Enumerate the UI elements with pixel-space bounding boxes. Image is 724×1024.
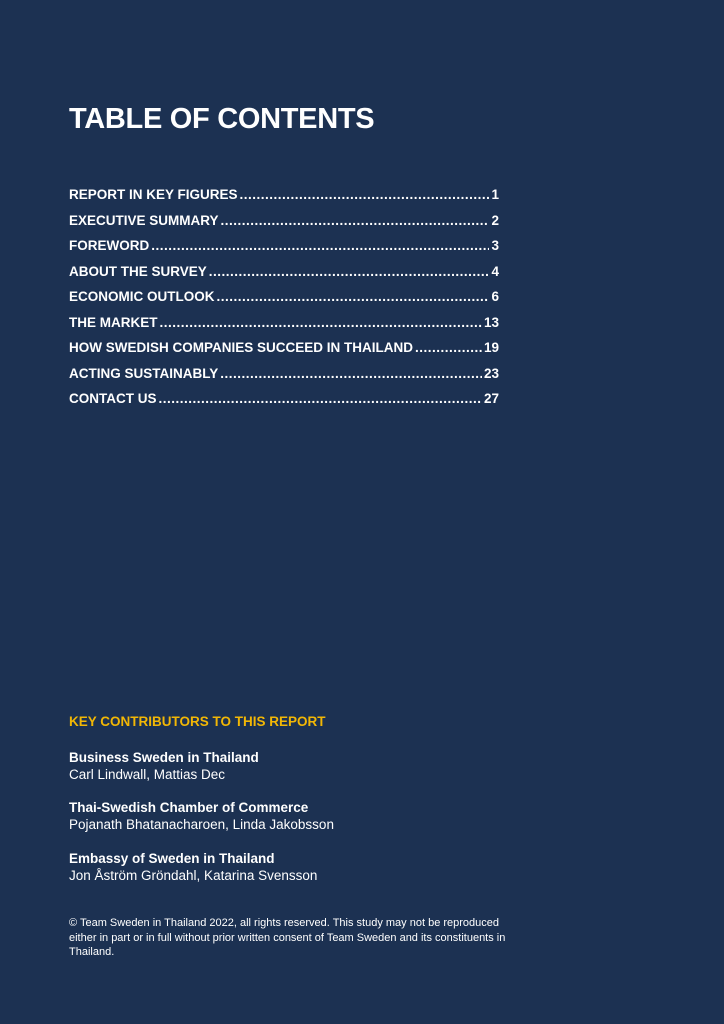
toc-item-economic-outlook[interactable]: [69, 289, 499, 315]
toc-item-label: CONTACT US: [69, 391, 157, 406]
toc-item-the-market[interactable]: [69, 315, 499, 341]
toc-leader-dots: [221, 213, 490, 228]
contributor-names: Pojanath Bhatanacharoen, Linda Jakobsson: [69, 817, 334, 832]
copyright-notice: © Team Sweden in Thailand 2022, all rights reserved. This study may not be reproduced either in part or in full without prior written consent of Team Sweden and its constituents in Thailand.: [69, 917, 506, 958]
toc-item-page: 2: [491, 212, 499, 228]
toc-item-label: ACTING SUSTAINABLY: [69, 365, 219, 381]
toc-leader-dots: [159, 391, 482, 406]
toc-item-page: 23: [483, 365, 499, 381]
toc-leader-dots: [160, 315, 482, 330]
contributor-org: Business Sweden in Thailand: [69, 750, 259, 765]
toc-item-label: ABOUT THE SURVEY: [69, 263, 207, 279]
toc-item-page: 6: [491, 289, 499, 304]
toc-item-page: 4: [491, 263, 499, 279]
toc-item-label: REPORT IN KEY FIGURES: [69, 187, 238, 202]
toc-item-label: ECONOMIC OUTLOOK: [69, 289, 215, 304]
contributor-group-business-sweden: [69, 749, 259, 783]
toc-item-page: 1: [491, 187, 499, 202]
toc-leader-dots: [217, 289, 490, 304]
toc-item-contact-us[interactable]: [69, 391, 499, 417]
toc-leader-dots: [209, 264, 490, 279]
toc-item-page: 3: [491, 238, 499, 253]
toc-item-page: 19: [483, 340, 499, 355]
contributor-org: Thai-Swedish Chamber of Commerce: [69, 800, 309, 815]
toc-leader-dots: [240, 187, 490, 202]
toc-leader-dots: [415, 340, 482, 355]
toc-item-label: THE MARKET: [69, 314, 158, 330]
table-of-contents: [69, 187, 499, 417]
toc-item-foreword[interactable]: [69, 238, 499, 264]
contributor-names: Carl Lindwall, Mattias Dec: [69, 767, 226, 782]
contributor-group-embassy: [69, 850, 317, 884]
page-title: TABLE OF CONTENTS: [69, 103, 375, 135]
toc-leader-dots: [220, 366, 482, 381]
toc-item-label: FOREWORD: [69, 238, 150, 253]
contributor-org: Embassy of Sweden in Thailand: [69, 851, 275, 866]
toc-item-label: HOW SWEDISH COMPANIES SUCCEED IN THAILAND: [69, 340, 414, 355]
toc-item-label: EXECUTIVE SUMMARY: [69, 212, 219, 228]
toc-item-page: 13: [483, 314, 499, 330]
contributor-group-chamber-of-commerce: [69, 799, 334, 833]
toc-item-about-the-survey[interactable]: [69, 264, 499, 290]
contributor-names: Jon Åström Gröndahl, Katarina Svensson: [69, 868, 318, 883]
toc-item-how-swedish-companies-succeed[interactable]: [69, 340, 499, 366]
toc-item-report-in-key-figures[interactable]: [69, 187, 499, 213]
toc-leader-dots: [151, 238, 489, 253]
contributors-heading: KEY CONTRIBUTORS TO THIS REPORT: [69, 714, 326, 729]
toc-item-acting-sustainably[interactable]: [69, 366, 499, 392]
toc-item-executive-summary[interactable]: [69, 213, 499, 239]
toc-item-page: 27: [483, 391, 499, 406]
